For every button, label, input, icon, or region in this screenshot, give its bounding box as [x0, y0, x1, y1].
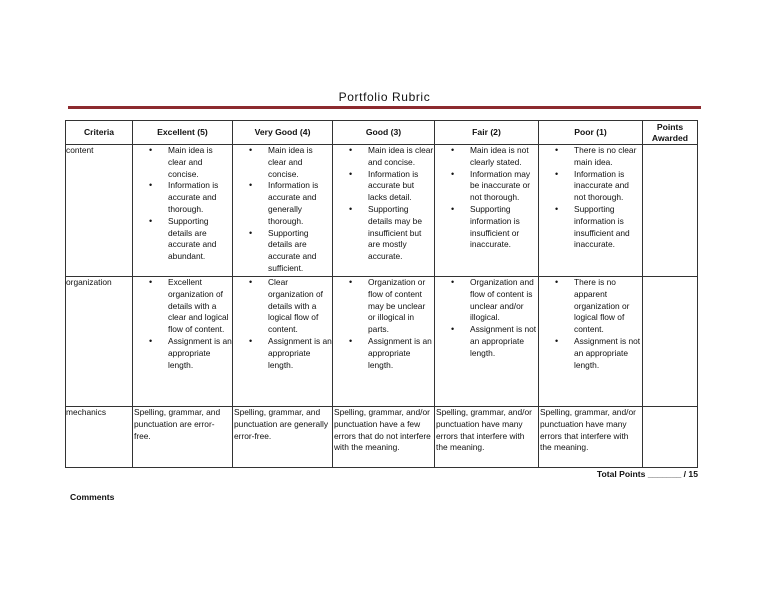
rating-cell-very-good — [233, 407, 333, 468]
cell-text: Spelling, grammar, and/or punctuation have many errors that interfere with the meaning. — [436, 407, 532, 453]
comments-label: Comments — [70, 492, 115, 502]
list-item: • There is no clear main idea. — [555, 145, 642, 169]
list-item: • Supporting information is insufficient or inaccurate. — [451, 204, 538, 251]
rating-cell-fair — [435, 277, 539, 407]
list-item: • Supporting information is insufficient and inaccurate. — [555, 204, 642, 251]
rating-cell-poor — [539, 407, 643, 468]
list-item: • Organization and flow of content is unclear and/or illogical. — [451, 277, 538, 324]
header-very-good: Very Good (4) — [233, 121, 333, 145]
cell-text: Spelling, grammar, and/or punctuation have many errors that interfere with the meaning. — [540, 407, 636, 453]
table-row — [66, 407, 698, 468]
rating-cell-good — [333, 145, 435, 277]
list-item: • Main idea is clear and concise. — [149, 145, 232, 180]
list-item: • Main idea is not clearly stated. — [451, 145, 538, 169]
list-item: • Assignment is not an appropriate length. — [555, 336, 642, 371]
page-title: Portfolio Rubric — [338, 90, 431, 104]
rating-cell-very-good — [233, 145, 333, 277]
criterion-cell: content — [66, 145, 133, 277]
list-item: • Main idea is clear and concise. — [249, 145, 332, 180]
rating-cell-excellent — [133, 407, 233, 468]
header-excellent: Excellent (5) — [133, 121, 233, 145]
list-item: • Information is inaccurate and not thorough. — [555, 169, 642, 204]
rating-cell-excellent — [133, 277, 233, 407]
cell-text: Spelling, grammar, and/or punctuation have a few errors that do not interfere with the meaning. — [334, 407, 431, 453]
list-item: • Main idea is clear and concise. — [349, 145, 434, 169]
title-divider — [68, 106, 701, 109]
points-awarded-cell[interactable] — [643, 277, 698, 407]
rating-cell-very-good — [233, 277, 333, 407]
list-item: • Clear organization of details with a logical flow of content. — [249, 277, 332, 336]
rating-cell-poor — [539, 277, 643, 407]
rating-cell-poor — [539, 145, 643, 277]
list-item: • There is no apparent organization or logical flow of content. — [555, 277, 642, 336]
header-criteria: Criteria — [66, 121, 133, 145]
rating-cell-fair — [435, 407, 539, 468]
rubric-table — [65, 120, 698, 468]
header-row — [66, 121, 698, 145]
list-item: • Assignment is an appropriate length. — [249, 336, 332, 371]
list-item: • Organization or flow of content may be unclear or illogical in parts. — [349, 277, 434, 336]
list-item: • Assignment is an appropriate length. — [149, 336, 232, 371]
list-item: • Information is accurate but lacks detail. — [349, 169, 434, 204]
list-item: • Assignment is an appropriate length. — [349, 336, 434, 371]
table-row — [66, 277, 698, 407]
criterion-cell: mechanics — [66, 407, 133, 468]
header-good: Good (3) — [333, 121, 435, 145]
list-item: • Assignment is not an appropriate length. — [451, 324, 538, 359]
list-item: • Excellent organization of details with a clear and logical flow of content. — [149, 277, 232, 336]
rating-cell-excellent — [133, 145, 233, 277]
total-points: Total Points _______ / 15 — [596, 469, 698, 479]
header-points-awarded: Points Awarded — [643, 121, 698, 145]
list-item: • Information is accurate and thorough. — [149, 180, 232, 215]
rating-cell-good — [333, 277, 435, 407]
table-row — [66, 145, 698, 277]
list-item: • Information is accurate and generally thorough. — [249, 180, 332, 227]
list-item: • Information may be inaccurate or not thorough. — [451, 169, 538, 204]
list-item: • Supporting details are accurate and abundant. — [149, 216, 232, 263]
points-awarded-cell[interactable] — [643, 145, 698, 277]
cell-text: Spelling, grammar, and punctuation are error-free. — [134, 407, 221, 441]
header-fair: Fair (2) — [435, 121, 539, 145]
cell-text: Spelling, grammar, and punctuation are generally error-free. — [234, 407, 329, 441]
points-awarded-cell[interactable] — [643, 407, 698, 468]
list-item: • Supporting details are accurate and sufficient. — [249, 228, 332, 275]
rating-cell-good — [333, 407, 435, 468]
header-poor: Poor (1) — [539, 121, 643, 145]
rating-cell-fair — [435, 145, 539, 277]
list-item: • Supporting details may be insufficient but are mostly accurate. — [349, 204, 434, 263]
criterion-cell: organization — [66, 277, 133, 407]
